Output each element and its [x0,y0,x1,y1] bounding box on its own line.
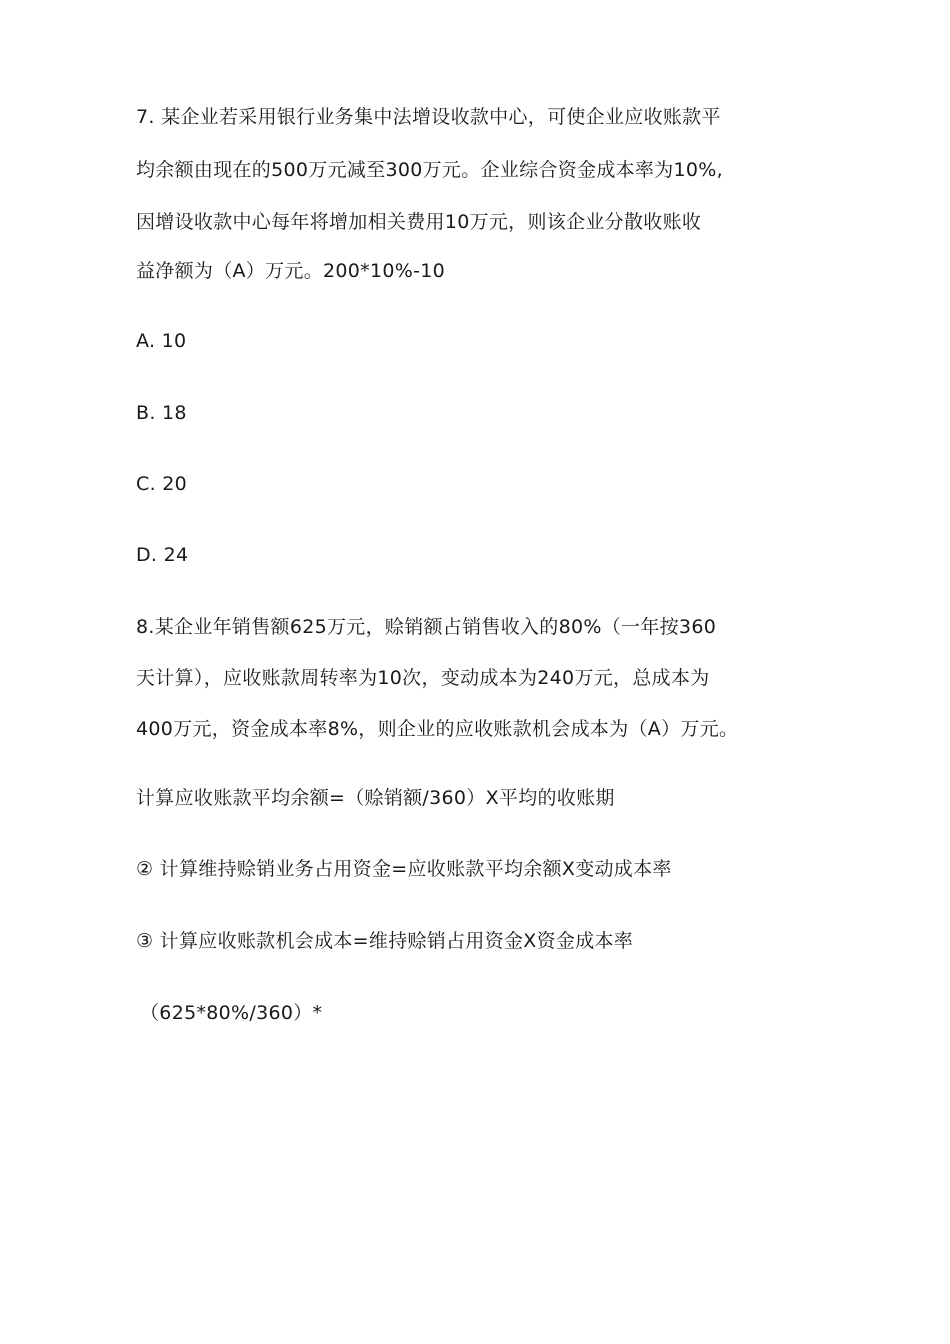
q8-text-line-2: 天计算），应收账款周转率为10次，变动成本为240万元，总成本为 [136,667,710,689]
q8-text-line-3: 400万元，资金成本率8%，则企业的应收账款机会成本为（A）万元。 [136,718,739,740]
q8-step-2: ② 计算维持赊销业务占用资金=应收账款平均余额X变动成本率 [136,858,672,880]
q7-text-line-3: 因增设收款中心每年将增加相关费用10万元，则该企业分散收账收 [136,211,702,233]
q8-formula: （625*80%/360）* [140,1002,323,1024]
q7-option-b: B. 18 [136,402,187,424]
q7-option-d: D. 24 [136,544,189,566]
q7-text-line-4: 益净额为（A）万元。200*10%-10 [136,260,446,282]
q7-text-line-1: 7. 某企业若采用银行业务集中法增设收款中心，可使企业应收账款平 [136,106,721,128]
q7-text-line-2: 均余额由现在的500万元减至300万元。企业综合资金成本率为10%, [136,159,724,181]
q7-option-a: A. 10 [136,330,187,352]
q8-step-1: 计算应收账款平均余额=（赊销额/360）X平均的收账期 [136,787,615,809]
q8-text-line-1: 8.某企业年销售额625万元，赊销额占销售收入的80%（一年按360 [136,616,717,638]
q7-option-c: C. 20 [136,473,188,495]
q8-step-3: ③ 计算应收账款机会成本=维持赊销占用资金X资金成本率 [136,930,634,952]
